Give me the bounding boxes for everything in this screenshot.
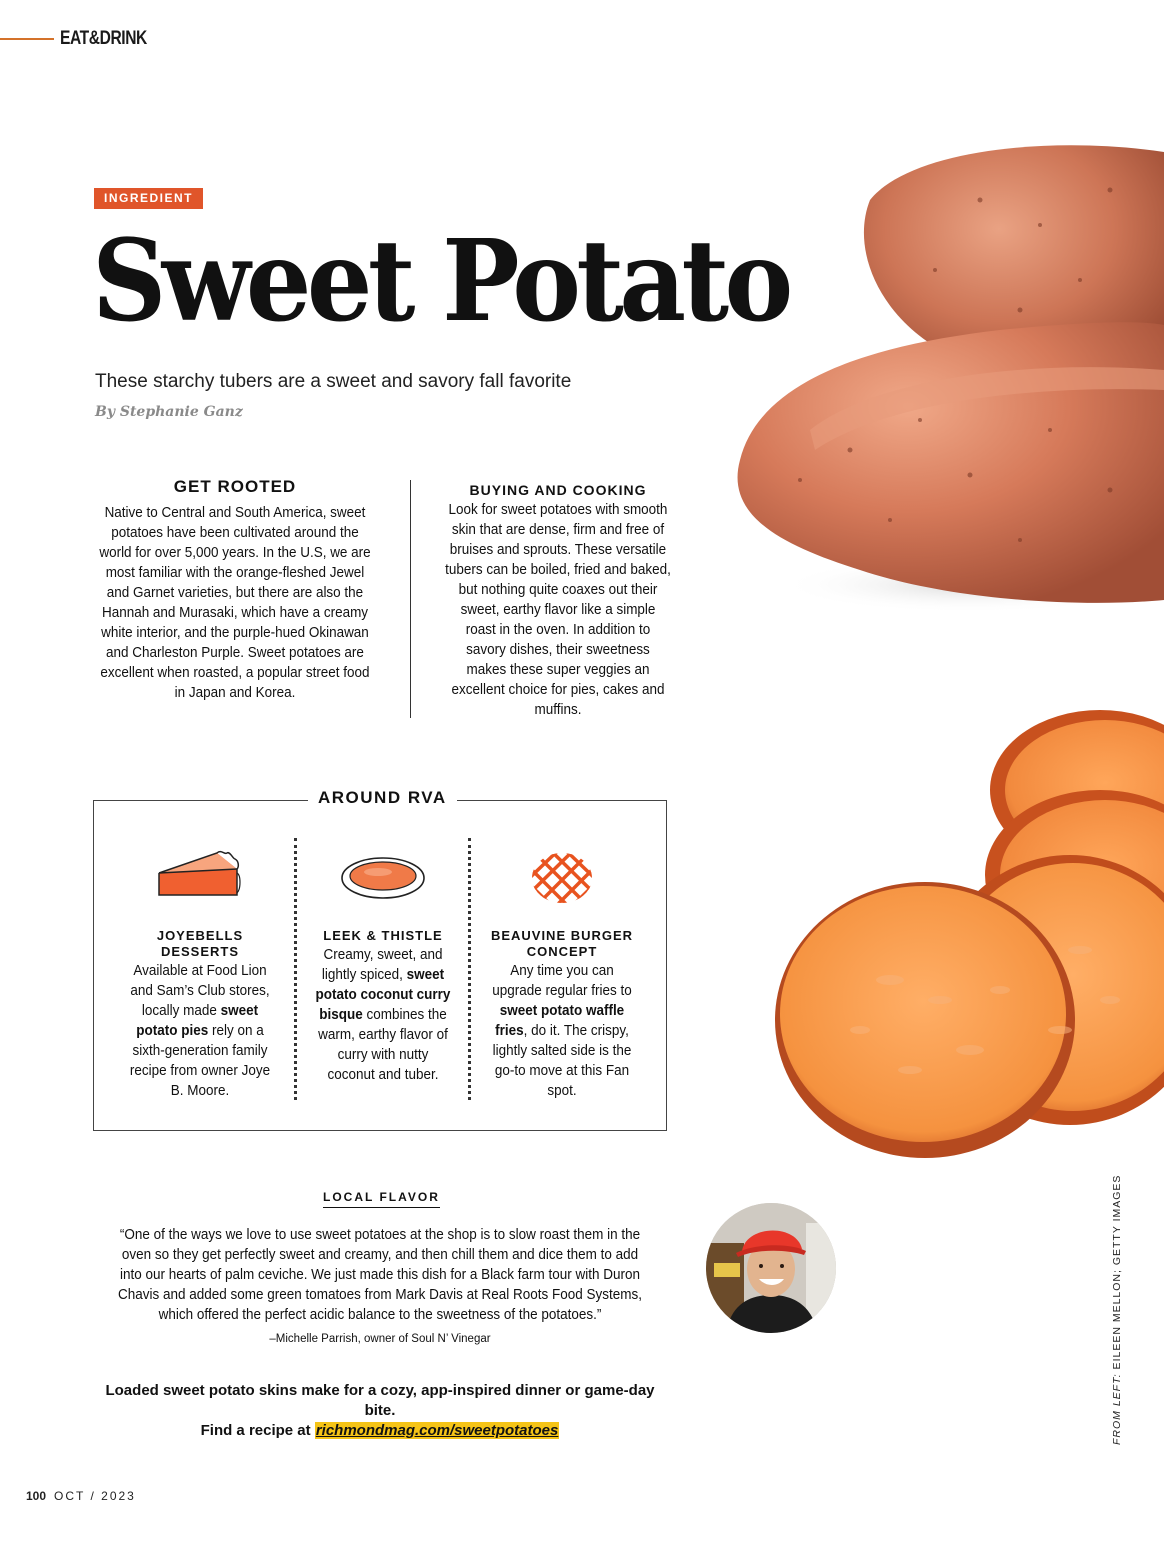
byline: By Stephanie Ganz (95, 404, 243, 420)
avatar (706, 1203, 836, 1333)
recipe-link[interactable]: richmondmag.com/sweetpotatoes (315, 1422, 559, 1439)
rva-item-name: BEAUVINE BURGER CONCEPT (490, 928, 634, 959)
rva-divider (294, 838, 297, 1100)
rva-item-desc: Any time you can upgrade regular fries to sweet potato waffle fries, do it. The crispy, lightly salted side is the go-to move at this Fan spot. (492, 963, 632, 1099)
rva-item-desc: Available at Food Lion and Sam’s Club stores, locally made sweet potato pies rely on a sixth-generation family recipe from owner Joye B. Moore. (129, 963, 271, 1099)
quote-text: “One of the ways we love to use sweet potatoes at the shop is to slow roast them in the oven so they get perfectly sweet and creamy, and then chill them and dice them to add into our hearts of palm ceviche. We just made this dish for a Black farm tour with Duron Chavis and added some green tomatoes from Mark Davis at Real Roots Food Systems, which offered the perfect acidic balance to the sweetness of the potatoes.” (118, 1227, 642, 1323)
recipe-promo (90, 1381, 670, 1441)
rva-item-desc: Creamy, sweet, and lightly spiced, sweet potato coconut curry bisque combines the warm, earthy flavor of curry with nutty coconut and tuber. (315, 947, 451, 1083)
article-title: Sweet Potato (92, 216, 789, 347)
category-tag: INGREDIENT (94, 188, 203, 209)
waffle-fry-icon (484, 836, 640, 920)
rva-item-leek-thistle (308, 836, 458, 1085)
local-flavor-quote (90, 1225, 670, 1349)
get-rooted-heading: GET ROOTED (173, 477, 297, 496)
section-rule (0, 38, 54, 40)
rva-item-joyebells (118, 836, 282, 1101)
photo-credit: FROM LEFT: EILEEN MELLON; GETTY IMAGES (1111, 1174, 1123, 1445)
pie-slice-icon (118, 836, 282, 920)
promo-line: Loaded sweet potato skins make for a cozy, app-inspired dinner or game-day bite. (105, 1382, 655, 1419)
quote-attribution: –Michelle Parrish, owner of Soul N’ Vinegar (269, 1333, 491, 1345)
get-rooted-body: Native to Central and South America, sweet potatoes have been cultivated around the world for over 5,000 years. In the U.S, we are most familiar with the orange-fleshed Jewel and Garnet varieties, but there are also the Hannah and Murasaki, which have a creamy white interior, and the purple-hued Okinawan and Charleston Purple. Sweet potatoes are excellent when roasted, a popular street food in Japan and Korea. (99, 505, 371, 701)
buying-cooking-section (436, 480, 680, 720)
sweet-potatoes-photo (720, 130, 1164, 620)
buying-cooking-body: Look for sweet potatoes with smooth skin that are dense, firm and free of bruises and sprouts. These versatile tubers can be boiled, fried and baked, but nothing quite coaxes out their sweet, earthy flavor like a simple roast in the oven. In addition to savory dishes, their sweetness makes these super veggies an excellent choice for pies, cakes and muffins. (445, 502, 671, 718)
around-rva-heading: AROUND RVA (308, 788, 457, 808)
buying-cooking-heading: BUYING AND COOKING (469, 482, 647, 498)
local-flavor-heading: LOCAL FLAVOR (323, 1190, 440, 1208)
rva-item-name: LEEK & THISTLE (323, 928, 443, 943)
page-number: 100 (26, 1489, 47, 1503)
column-divider (410, 480, 411, 718)
sliced-sweet-potatoes-photo (770, 700, 1164, 1170)
section-name: EAT&DRINK (60, 28, 147, 49)
get-rooted-section (88, 477, 382, 703)
page-folio (26, 1489, 136, 1503)
article-dek: These starchy tubers are a sweet and savory fall favorite (95, 371, 572, 392)
promo-link-line: Find a recipe at richmondmag.com/sweetpotatoes (200, 1422, 559, 1439)
rva-divider (468, 838, 471, 1100)
rva-item-name: JOYEBELLS DESSERTS (156, 928, 244, 959)
soup-bowl-icon (308, 836, 458, 920)
rva-item-beauvine (484, 836, 640, 1101)
issue-date: OCT / 2023 (54, 1489, 136, 1503)
